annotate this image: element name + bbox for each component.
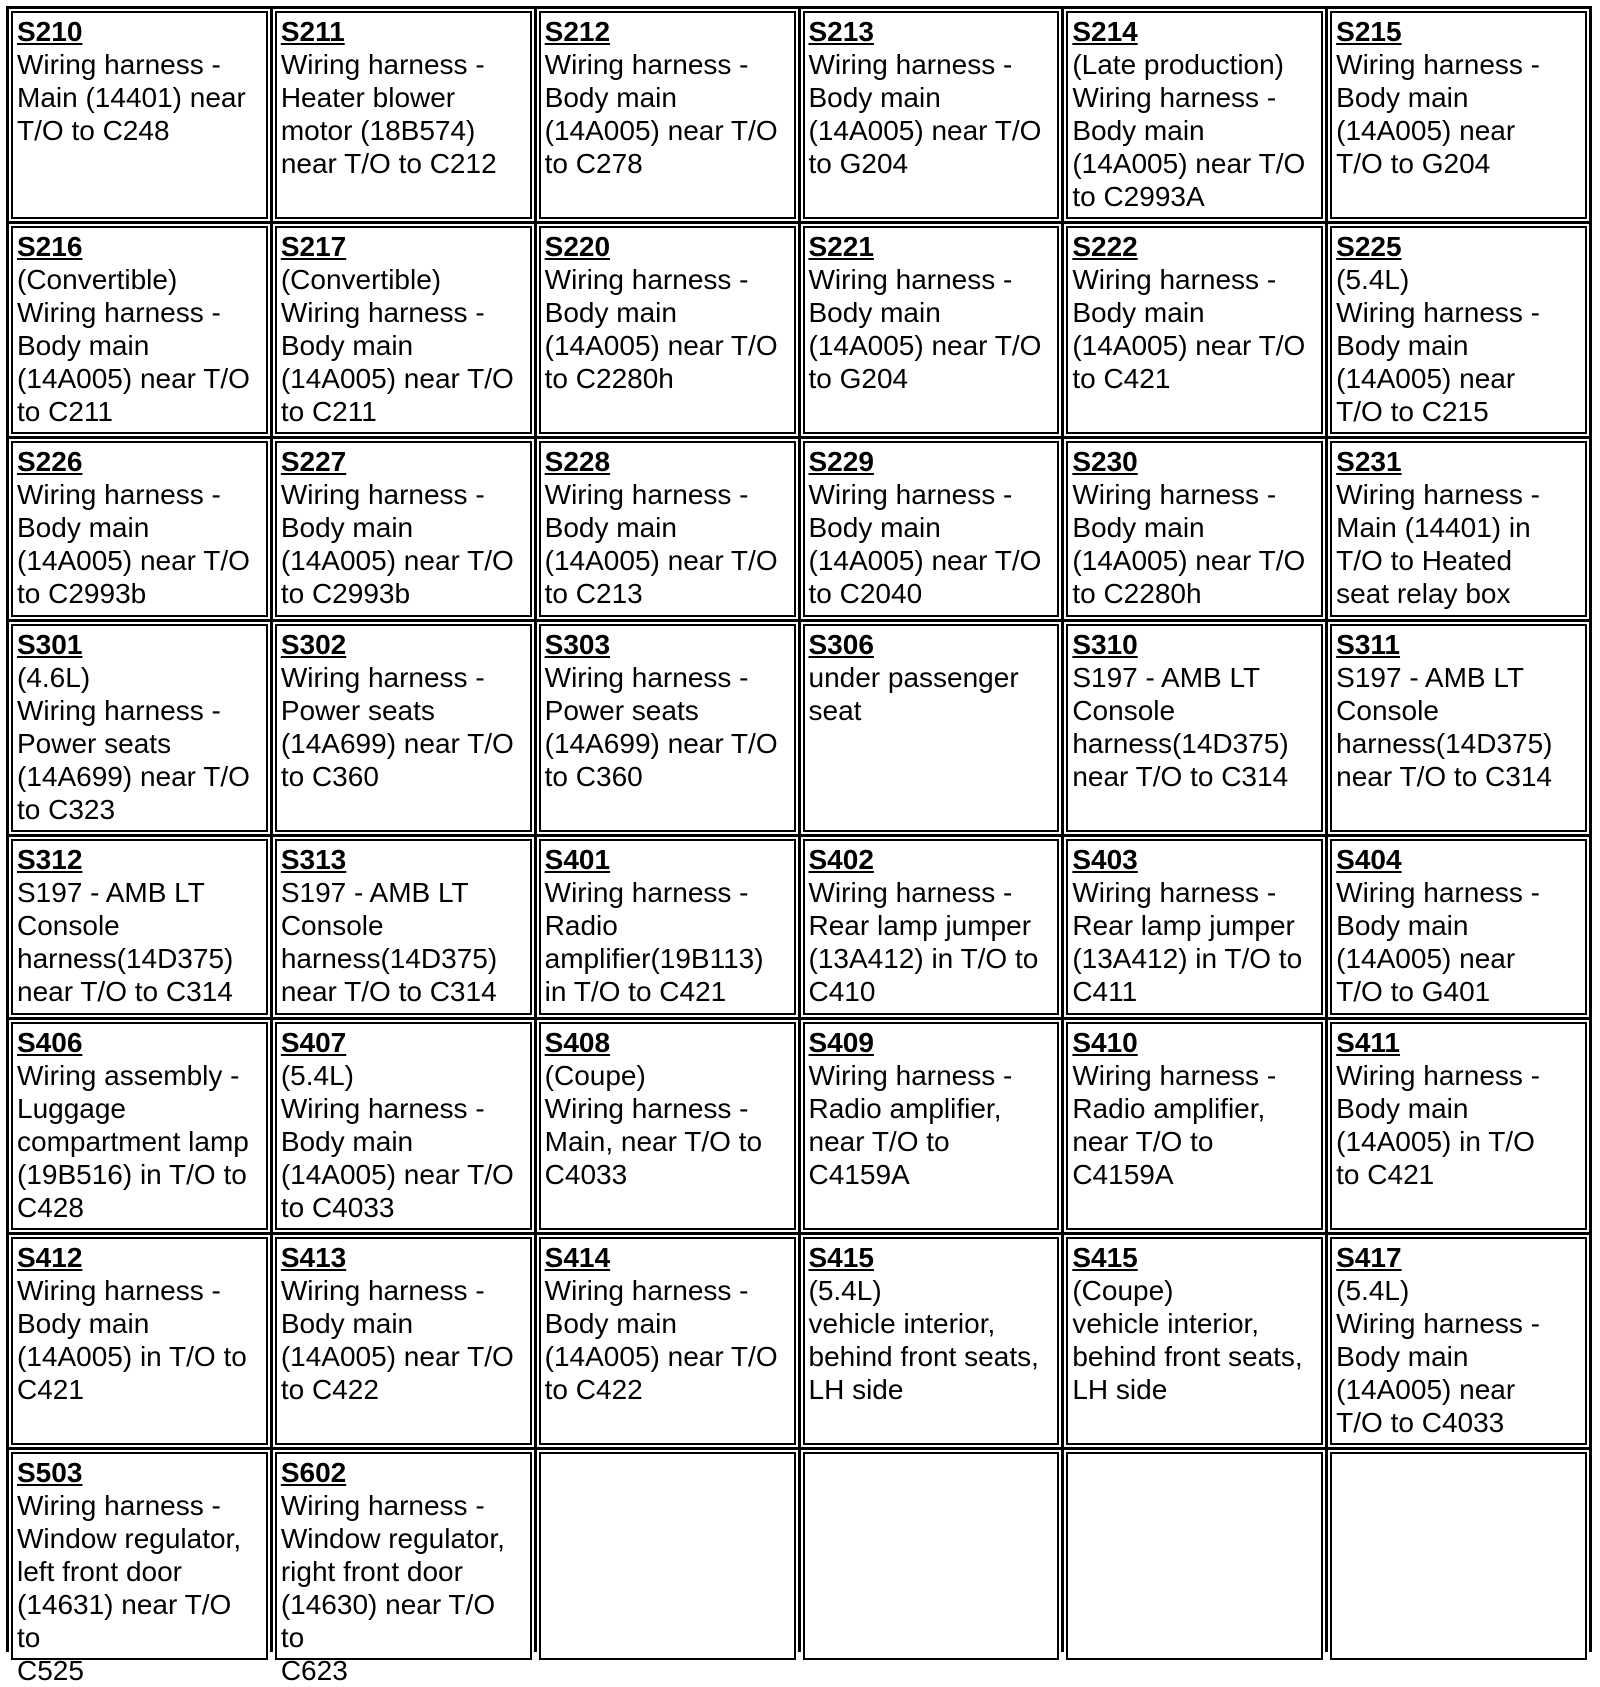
- empty-cell: [801, 1450, 1062, 1662]
- splice-code: S214: [1072, 16, 1138, 47]
- splice-code: S227: [280, 446, 347, 477]
- table-cell: [537, 439, 798, 619]
- table-cell: [537, 837, 798, 1017]
- table-cell: [273, 9, 534, 221]
- table-cell: [1064, 439, 1325, 619]
- splice-code: S312: [17, 844, 83, 875]
- splice-code: S228: [544, 446, 611, 477]
- table-cell: [801, 837, 1062, 1017]
- splice-description: (4.6L) Wiring harness - Power seats (14A699) near T/O to C323: [17, 662, 250, 825]
- splice-description: (Convertible) Wiring harness - Body main (14A005) near T/O to C211: [280, 264, 514, 427]
- table-cell: [1064, 224, 1325, 436]
- empty-cell: [537, 1450, 798, 1662]
- table-cell: [1328, 224, 1589, 436]
- table-cell: [801, 9, 1062, 221]
- splice-code: S210: [17, 16, 83, 47]
- splice-description: (Coupe) Wiring harness - Main, near T/O to C4033: [544, 1060, 763, 1190]
- table-cell: [273, 439, 534, 619]
- splice-description: Wiring harness - Radio amplifier(19B113) in T/O to C421: [544, 877, 764, 1007]
- splice-description: Wiring harness - Power seats (14A699) near T/O to C360: [544, 662, 778, 792]
- splice-code: S225: [1336, 231, 1402, 262]
- table-cell: [801, 1020, 1062, 1232]
- splice-description: Wiring harness - Main (14401) near T/O to C248: [17, 49, 246, 146]
- splice-code: S402: [808, 844, 874, 875]
- splice-description: Wiring assembly - Luggage compartment lamp (19B516) in T/O to C428: [17, 1060, 249, 1223]
- splice-code: S310: [1072, 629, 1138, 660]
- splice-code: S407: [280, 1027, 347, 1058]
- table-cell: [273, 1020, 534, 1232]
- table-cell: [537, 224, 798, 436]
- splice-code: S229: [808, 446, 874, 477]
- empty-cell: [1064, 1450, 1325, 1662]
- splice-description: S197 - AMB LT Console harness(14D375) near T/O to C314: [1336, 662, 1553, 792]
- splice-code: S301: [17, 629, 83, 660]
- splice-description: (Convertible) Wiring harness - Body main (14A005) near T/O to C211: [17, 264, 250, 427]
- splice-code: S408: [544, 1027, 611, 1058]
- table-cell: [273, 224, 534, 436]
- splice-description: Wiring harness - Body main (14A005) near T/O to C2040: [808, 479, 1042, 609]
- splice-description: Wiring harness - Rear lamp jumper (13A412) in T/O to C410: [808, 877, 1039, 1007]
- splice-description: Wiring harness - Body main (14A005) near T/O to C2280h: [1072, 479, 1306, 609]
- table-cell: [9, 622, 270, 834]
- splice-code: S230: [1072, 446, 1138, 477]
- splice-description: Wiring harness - Heater blower motor (18B574) near T/O to C212: [280, 49, 497, 179]
- splice-code: S217: [280, 231, 347, 262]
- splice-description: Wiring harness - Body main (14A005) near T/O to C422: [280, 1275, 514, 1405]
- table-cell: [1064, 1020, 1325, 1232]
- splice-code: S302: [280, 629, 347, 660]
- splice-code: S417: [1336, 1242, 1402, 1273]
- splice-description: Wiring harness - Main (14401) in T/O to Heated seat relay box: [1336, 479, 1540, 609]
- splice-description: S197 - AMB LT Console harness(14D375) near T/O to C314: [17, 877, 234, 1007]
- table-cell: [9, 9, 270, 221]
- splice-code: S306: [808, 629, 874, 660]
- splice-code: S412: [17, 1242, 83, 1273]
- table-cell: [1328, 1020, 1589, 1232]
- splice-description: Wiring harness - Body main (14A005) near T/O to C278: [544, 49, 778, 179]
- splice-description: Wiring harness - Body main (14A005) near T/O to C2993b: [280, 479, 514, 609]
- table-cell: [1064, 1235, 1325, 1447]
- splice-code: S215: [1336, 16, 1402, 47]
- table-cell: [1328, 439, 1589, 619]
- splice-code: S226: [17, 446, 83, 477]
- splice-code: S303: [544, 629, 611, 660]
- splice-description: Wiring harness - Power seats (14A699) near T/O to C360: [280, 662, 514, 792]
- splice-description: (5.4L) Wiring harness - Body main (14A005) near T/O to C4033: [280, 1060, 514, 1223]
- table-cell: [9, 439, 270, 619]
- table-cell: [537, 1235, 798, 1447]
- splice-description: (5.4L) Wiring harness - Body main (14A005) near T/O to C215: [1336, 264, 1540, 427]
- splice-description: (5.4L) vehicle interior, behind front seats, LH side: [808, 1275, 1039, 1405]
- splice-description: Wiring harness - Body main (14A005) near T/O to G204: [808, 264, 1042, 394]
- table-cell: [9, 1020, 270, 1232]
- table-cell: [801, 224, 1062, 436]
- table-cell: [9, 837, 270, 1017]
- splice-description: under passenger seat: [808, 662, 1019, 726]
- table-cell: [1328, 1235, 1589, 1447]
- table-cell: [1328, 837, 1589, 1017]
- table-cell: [537, 622, 798, 834]
- splice-description: Wiring harness - Body main (14A005) near T/O to G401: [1336, 877, 1540, 1007]
- splice-description: Wiring harness - Body main (14A005) near T/O to C213: [544, 479, 778, 609]
- splice-code: S311: [1336, 629, 1401, 660]
- splice-description: S197 - AMB LT Console harness(14D375) near T/O to C314: [280, 877, 498, 1007]
- splice-description: (Coupe) vehicle interior, behind front seats, LH side: [1072, 1275, 1303, 1405]
- splice-description: (Late production) Wiring harness - Body main (14A005) near T/O to C2993A: [1072, 49, 1306, 212]
- splice-code: S406: [17, 1027, 83, 1058]
- splice-code: S503: [17, 1457, 83, 1488]
- table-cell: [9, 224, 270, 436]
- table-cell: [273, 1235, 534, 1447]
- splice-code: S231: [1336, 446, 1402, 477]
- splice-code: S401: [544, 844, 611, 875]
- table-cell: [1064, 837, 1325, 1017]
- splice-description: Wiring harness - Body main (14A005) near T/O to G204: [1336, 49, 1540, 179]
- splice-code: S220: [544, 231, 611, 262]
- table-cell: [273, 622, 534, 834]
- splice-description: Wiring harness - Body main (14A005) near T/O to C422: [544, 1275, 778, 1405]
- table-cell: [273, 1450, 534, 1686]
- splice-description: (5.4L) Wiring harness - Body main (14A005) near T/O to C4033: [1336, 1275, 1540, 1438]
- table-cell: [801, 439, 1062, 619]
- splice-code: S413: [280, 1242, 347, 1273]
- table-cell: [1328, 9, 1589, 221]
- table-cell: [9, 1235, 270, 1447]
- splice-table: [6, 6, 1592, 1686]
- splice-code: S216: [17, 231, 83, 262]
- table-cell: [801, 1235, 1062, 1447]
- splice-description: Wiring harness - Body main (14A005) near T/O to C2280h: [544, 264, 778, 394]
- splice-code: S404: [1336, 844, 1402, 875]
- splice-code: S213: [808, 16, 874, 47]
- splice-code: S415: [808, 1242, 874, 1273]
- empty-cell: [1328, 1450, 1589, 1662]
- splice-description: Wiring harness - Body main (14A005) near T/O to C421: [1072, 264, 1306, 394]
- splice-code: S410: [1072, 1027, 1138, 1058]
- splice-description: Wiring harness - Radio amplifier, near T/O to C4159A: [808, 1060, 1013, 1190]
- splice-description: Wiring harness - Rear lamp jumper (13A412) in T/O to C411: [1072, 877, 1303, 1007]
- splice-description: Wiring harness - Body main (14A005) near T/O to C2993b: [17, 479, 250, 609]
- table-cell: [537, 1020, 798, 1232]
- table-cell: [1064, 9, 1325, 221]
- splice-code: S403: [1072, 844, 1138, 875]
- splice-description: Wiring harness - Body main (14A005) in T/O to C421: [1336, 1060, 1540, 1190]
- splice-code: S415: [1072, 1242, 1138, 1273]
- table-cell: [273, 837, 534, 1017]
- splice-code: S409: [808, 1027, 874, 1058]
- table-cell: [1328, 622, 1589, 834]
- splice-description: Wiring harness - Body main (14A005) near T/O to G204: [808, 49, 1042, 179]
- splice-description: Wiring harness - Radio amplifier, near T/O to C4159A: [1072, 1060, 1277, 1190]
- splice-code: S211: [280, 16, 345, 47]
- table-cell: [801, 622, 1062, 834]
- splice-code: S414: [544, 1242, 611, 1273]
- splice-code: S411: [1336, 1027, 1401, 1058]
- splice-code: S221: [808, 231, 874, 262]
- splice-code: S313: [280, 844, 347, 875]
- splice-description: Wiring harness - Window regulator, right front door (14630) near T/O to C623: [280, 1490, 505, 1686]
- splice-code: S212: [544, 16, 611, 47]
- table-cell: [9, 1450, 270, 1686]
- splice-code: S602: [280, 1457, 347, 1488]
- splice-code: S222: [1072, 231, 1138, 262]
- table-cell: [1064, 622, 1325, 834]
- splice-description: Wiring harness - Window regulator, left front door (14631) near T/O to C525: [17, 1490, 242, 1686]
- splice-description: Wiring harness - Body main (14A005) in T/O to C421: [17, 1275, 247, 1405]
- table-cell: [537, 9, 798, 221]
- splice-description: S197 - AMB LT Console harness(14D375) near T/O to C314: [1072, 662, 1289, 792]
